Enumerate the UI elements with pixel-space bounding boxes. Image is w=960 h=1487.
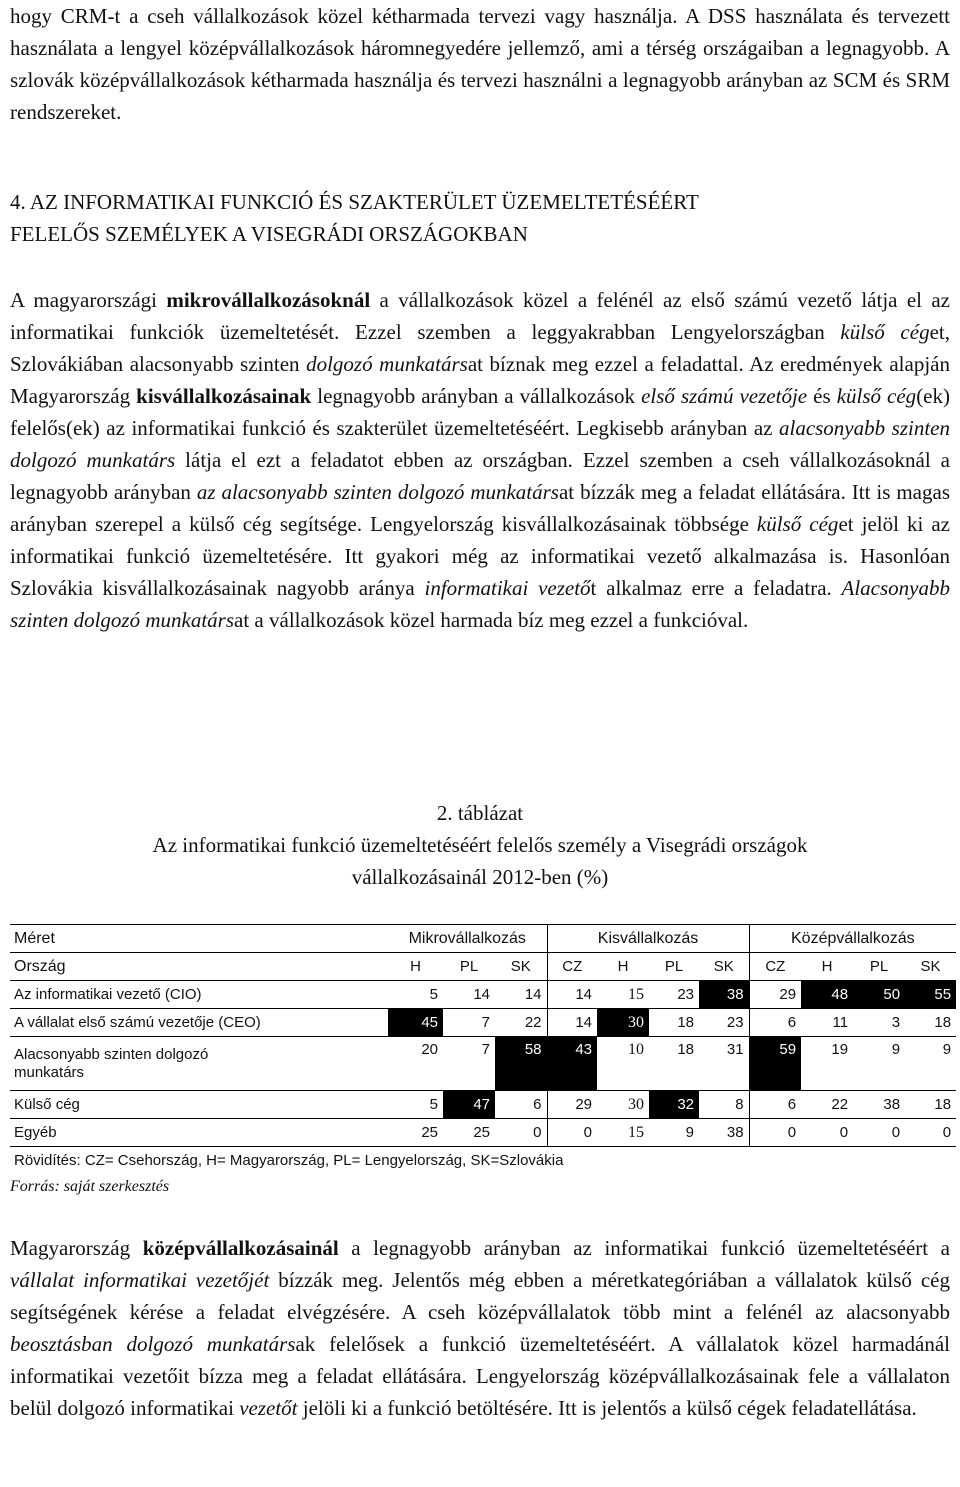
text-run: jelöli ki a funkció betöltésére. Itt is jelentős a külső cégek feladatellátása. xyxy=(297,1396,917,1420)
text-run: t alkalmaz erre a feladatra. xyxy=(590,576,842,600)
table-cell: 14 xyxy=(547,1009,597,1037)
bold-term: mikrovállalkozásoknál xyxy=(166,288,371,312)
table-cell: 15 xyxy=(628,1123,645,1141)
table-cell: 7 xyxy=(443,1009,495,1037)
table-row xyxy=(10,1037,956,1091)
table-cell: 10 xyxy=(597,1037,649,1091)
text-run: és xyxy=(807,384,837,408)
table-cell-highlight: 58 xyxy=(495,1037,547,1091)
table-cell: 22 xyxy=(495,1009,547,1037)
table-cell: 18 xyxy=(905,1009,956,1037)
italic-term: külső cég xyxy=(756,512,839,536)
table-cell: 0 xyxy=(583,1123,593,1141)
intro-line-2: használata és tervezett használata a lengyel középvállalkozások háromnegyedére xyxy=(10,4,950,60)
table-cell: 25 xyxy=(473,1123,490,1141)
table-number: 2. táblázat xyxy=(436,801,524,825)
table-cell: 38 xyxy=(853,1091,905,1119)
table-cell: 14 xyxy=(547,981,597,1009)
table-cell-highlight: 48 xyxy=(801,981,853,1009)
intro-line-1: hogy CRM-t a cseh vállalkozások közel kétharmada tervezi vagy használja. A DSS xyxy=(10,4,747,28)
data-table xyxy=(10,924,956,1175)
table-source: Forrás: saját szerkesztés xyxy=(10,1178,170,1195)
country-label: Ország xyxy=(10,953,388,981)
italic-term: informatikai vezető xyxy=(424,576,591,600)
body-paragraph-2 xyxy=(10,1232,950,1424)
text-run: bízzák meg. Jelentős még ebben a méretkategóriában a vállalatok külső cég segítségének kérése a feladat elvégzésére. A cseh középvállalatok több mint a felénél az alacsonyabb xyxy=(10,1268,950,1324)
bold-term: kisvállalkozásainak xyxy=(136,384,312,408)
italic-term: vezetőt xyxy=(239,1396,298,1420)
table-title-line-1: Az informatikai funkció üzemeltetéséért felelős személy a Visegrádi országok xyxy=(152,833,808,857)
table-cell: 18 xyxy=(905,1091,956,1119)
table-row xyxy=(10,1091,956,1119)
italic-term: külső cég xyxy=(836,384,917,408)
table-cell-highlight: 43 xyxy=(547,1037,597,1091)
table-row xyxy=(10,1119,956,1147)
row-label: Egyéb xyxy=(14,1123,57,1141)
text-run: legnagyobb arányban a vállalkozások xyxy=(311,384,642,408)
table-cell: 0 xyxy=(495,1119,547,1147)
table-note-row xyxy=(10,1147,956,1175)
table-cell: 5 xyxy=(388,981,443,1009)
table-cell: 22 xyxy=(801,1091,853,1119)
text-run: Magyarország xyxy=(10,1236,143,1260)
table-cell: 9 xyxy=(905,1037,956,1091)
table-title-line-2: vállalkozásainál 2012-ben (%) xyxy=(351,865,609,889)
country-header: H xyxy=(597,953,649,981)
table-cell: 0 xyxy=(891,1123,901,1141)
row-label: A vállalat első számú vezetője (CEO) xyxy=(10,1009,388,1037)
country-header: CZ xyxy=(547,953,597,981)
intro-paragraph xyxy=(10,0,950,128)
country-header: H xyxy=(801,953,853,981)
table-cell: 31 xyxy=(699,1037,749,1091)
italic-term: beosztásban dolgozó munkatárs xyxy=(10,1332,296,1356)
table-cell: 9 xyxy=(853,1037,905,1091)
country-header: SK xyxy=(905,953,956,981)
table-cell: 5 xyxy=(388,1091,443,1119)
text-run: A magyarországi xyxy=(10,288,167,312)
table-cell: 0 xyxy=(839,1123,849,1141)
table-cell: 18 xyxy=(649,1009,699,1037)
group-header-small: Kisvállalkozás xyxy=(547,925,749,953)
table-row xyxy=(10,981,956,1009)
table-cell: 0 xyxy=(942,1123,952,1141)
text-run: a vállalkozások közel a felénél az első számú vezető látja el az informatikai funkciók üzemeltetését. Ezzel szemben a leggyakrabban Lengyelországban xyxy=(10,288,951,344)
text-run: at bízzák meg a feladat ellátására. Itt is magas arányban szerepel a külső cég segítsége. Lengyelország kisvállalkozásainak többsége xyxy=(10,480,950,536)
country-header: PL xyxy=(649,953,699,981)
table-cell-highlight: 38 xyxy=(699,981,749,1009)
table-cell-highlight: 50 xyxy=(853,981,905,1009)
table-cell-highlight: 47 xyxy=(443,1091,495,1119)
italic-term: vállalat informatikai vezetőjét xyxy=(10,1268,270,1292)
group-header-micro: Mikrovállalkozás xyxy=(388,925,547,953)
text-run: ak felelősek a funkció üzemeltetéséért. A vállalatok közel harmadánál informatikai vezetőit bízza meg a feladat ellátására. Lengyelország középvállalkozásainak fele a vállalaton belül dolgozó informatikai xyxy=(10,1332,950,1420)
table-cell: 9 xyxy=(685,1123,695,1141)
bold-term: középvállalkozásainál xyxy=(142,1236,339,1260)
intro-line-3: jellemző, ami a térség országaiban a legnagyobb. A szlovák középvállalkozások xyxy=(10,36,950,92)
intro-line-4: kétharmada használja és tervezi használni a legnagyobb arányban az SCM és SRM xyxy=(250,68,951,92)
country-header: PL xyxy=(443,953,495,981)
table-row xyxy=(10,1009,956,1037)
table-cell: 15 xyxy=(597,981,649,1009)
country-header: CZ xyxy=(749,953,801,981)
italic-term: alacsonyabb szinten dolgozó munkatárs xyxy=(10,416,950,472)
text-run: at a vállalkozások közel harmada bíz meg ezzel a funkcióval. xyxy=(234,608,749,632)
text-run: et jelöl ki az informatikai funkció üzemeltetésére. Itt gyakori még az informatikai vezető alkalmazása is. Hasonlóan Szlovákia kisvállalkozásainak nagyobb aránya xyxy=(10,512,950,600)
section-heading xyxy=(10,186,950,250)
table-cell: 8 xyxy=(699,1091,749,1119)
table-cell: 25 xyxy=(421,1123,438,1141)
table-cell: 23 xyxy=(699,1009,749,1037)
text-run: (ek) felelős(ek) az informatikai funkció és szakterület üzemeltetéséért. Legkisebb arányban az xyxy=(10,384,950,440)
text-run: a legnagyobb arányban az informatikai funkció üzemeltetéséért a xyxy=(338,1236,950,1260)
text-run: látja el ezt a feladatot ebben az országban. Ezzel szemben a cseh vállalkozásoknál a legnagyobb arányban xyxy=(10,448,950,504)
table-cell: 3 xyxy=(853,1009,905,1037)
italic-term: első számú vezetője xyxy=(641,384,808,408)
group-header-medium: Középvállalkozás xyxy=(749,925,956,953)
italic-term: külső cég xyxy=(840,320,930,344)
text-run: at bíznak meg ezzel a feladattal. Az eredmények alapján Magyarország xyxy=(10,352,950,408)
table-cell: 11 xyxy=(801,1009,853,1037)
text-run: et, Szlovákiában alacsonyabb szinten xyxy=(10,320,950,376)
country-header: SK xyxy=(699,953,749,981)
table-cell: 23 xyxy=(649,981,699,1009)
italic-term: az alacsonyabb szinten dolgozó munkatárs xyxy=(196,480,559,504)
table-header-size-row xyxy=(10,925,956,953)
row-label: Az informatikai vezető (CIO) xyxy=(10,981,388,1009)
table-cell: 29 xyxy=(749,981,801,1009)
section-heading-line-2: FELELŐS SZEMÉLYEK A VISEGRÁDI ORSZÁGOKBAN xyxy=(10,222,528,246)
table-header-country-row xyxy=(10,953,956,981)
size-label: Méret xyxy=(10,925,388,953)
table-cell: 18 xyxy=(649,1037,699,1091)
table-cell: 6 xyxy=(495,1091,547,1119)
table-cell: 19 xyxy=(801,1037,853,1091)
country-header: SK xyxy=(495,953,547,981)
table-cell: 20 xyxy=(388,1037,443,1091)
abbreviation-note: Rövidítés: CZ= Csehország, H= Magyarország, PL= Lengyelország, SK=Szlovákia xyxy=(10,1147,956,1175)
intro-line-5: rendszereket. xyxy=(10,100,122,124)
row-label: Külső cég xyxy=(10,1091,388,1119)
table-cell-highlight: 30 xyxy=(597,1009,649,1037)
table-cell: 0 xyxy=(787,1123,797,1141)
table-cell-highlight: 55 xyxy=(905,981,956,1009)
body-paragraph-1 xyxy=(10,284,950,636)
table-cell: 6 xyxy=(749,1009,801,1037)
country-header: H xyxy=(388,953,443,981)
table-cell: 6 xyxy=(749,1091,801,1119)
table-cell: 38 xyxy=(699,1119,749,1147)
country-header: PL xyxy=(853,953,905,981)
italic-term: dolgozó munkatárs xyxy=(306,352,468,376)
table-cell-highlight: 59 xyxy=(749,1037,801,1091)
italic-term: Alacsonyabb szinten dolgozó munkatárs xyxy=(10,576,950,632)
table-cell-highlight: 45 xyxy=(388,1009,443,1037)
table-cell: 14 xyxy=(443,981,495,1009)
table-cell: 14 xyxy=(495,981,547,1009)
table-cell: 7 xyxy=(443,1037,495,1091)
table-cell: 30 xyxy=(597,1091,649,1119)
row-label: Alacsonyabb szinten dolgozó munkatárs xyxy=(10,1037,388,1091)
table-cell-highlight: 32 xyxy=(649,1091,699,1119)
table-cell: 29 xyxy=(547,1091,597,1119)
section-heading-line-1: 4. AZ INFORMATIKAI FUNKCIÓ ÉS SZAKTERÜLET ÜZEMELTETÉSÉÉRT xyxy=(10,190,699,214)
